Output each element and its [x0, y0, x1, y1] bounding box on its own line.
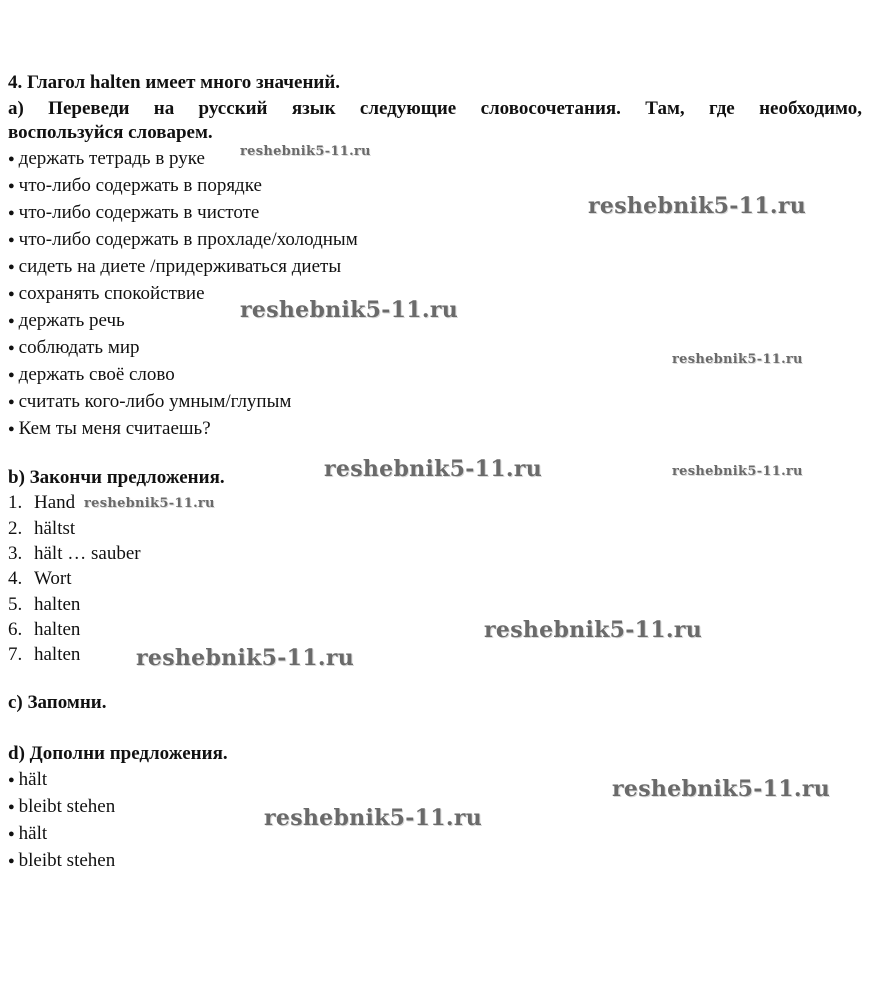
part-a-instruction-line1: a) Переведи на русский язык следующие словосочетания. Там, где необходимо,	[8, 98, 862, 119]
watermark: reshebnik5-11.ru	[324, 456, 543, 482]
item-number: 6.	[8, 619, 23, 640]
item-text: Wort	[34, 568, 72, 589]
item-text: halten	[34, 594, 81, 615]
item-text: halten	[34, 644, 81, 665]
watermark: reshebnik5-11.ru	[84, 496, 215, 511]
part-b-item	[8, 619, 80, 641]
part-b-item	[8, 518, 75, 540]
part-a-item: ● держать речь	[8, 310, 125, 334]
watermark: reshebnik5-11.ru	[672, 352, 803, 367]
watermark: reshebnik5-11.ru	[484, 617, 703, 643]
part-a-item: ● сохранять спокойствие	[8, 283, 205, 307]
watermark: reshebnik5-11.ru	[612, 776, 831, 802]
part-a-instruction-line2: воспользуйся словарем.	[8, 122, 213, 143]
exercise-heading: 4. Глагол halten имеет много значений.	[8, 72, 341, 93]
watermark: reshebnik5-11.ru	[240, 144, 371, 159]
part-a-item: ● что-либо содержать в порядке	[8, 175, 262, 199]
part-a-item: ● соблюдать мир	[8, 337, 140, 361]
item-number: 4.	[8, 568, 23, 589]
part-a-item: ● что-либо содержать в чистоте	[8, 202, 259, 226]
part-a-item: ● держать тетрадь в руке	[8, 148, 205, 172]
part-d-instruction: d) Дополни предложения.	[8, 743, 228, 764]
item-text: hält … sauber	[34, 543, 141, 564]
part-b-item	[8, 594, 80, 616]
part-b-item	[8, 568, 72, 590]
watermark: reshebnik5-11.ru	[264, 805, 483, 831]
watermark: reshebnik5-11.ru	[672, 464, 803, 479]
item-number: 2.	[8, 518, 23, 539]
part-a-item: ● считать кого-либо умным/глупым	[8, 391, 291, 415]
part-d-item: ● hält	[8, 769, 47, 793]
part-c-instruction: c) Запомни.	[8, 692, 107, 713]
item-text: halten	[34, 619, 81, 640]
item-text: hältst	[34, 518, 76, 539]
part-b-item	[8, 492, 75, 514]
item-number: 7.	[8, 644, 23, 665]
watermark: reshebnik5-11.ru	[136, 645, 355, 671]
part-d-item: ● hält	[8, 823, 47, 847]
part-b-item	[8, 644, 80, 666]
part-a-item: ● держать своё слово	[8, 364, 175, 388]
part-a-item: ● сидеть на диете /придерживаться диеты	[8, 256, 341, 280]
part-a-item: ● что-либо содержать в прохладе/холодным	[8, 229, 358, 253]
part-a-item: ● Кем ты меня считаешь?	[8, 418, 211, 442]
watermark: reshebnik5-11.ru	[240, 297, 459, 323]
part-d-item: ● bleibt stehen	[8, 796, 115, 820]
part-d-item: ● bleibt stehen	[8, 850, 115, 874]
item-number: 3.	[8, 543, 23, 564]
part-b-item	[8, 543, 141, 565]
item-number: 5.	[8, 594, 23, 615]
item-number: 1.	[8, 492, 23, 513]
part-b-instruction: b) Закончи предложения.	[8, 467, 225, 488]
item-text: Hand	[34, 492, 76, 513]
watermark: reshebnik5-11.ru	[588, 193, 807, 219]
